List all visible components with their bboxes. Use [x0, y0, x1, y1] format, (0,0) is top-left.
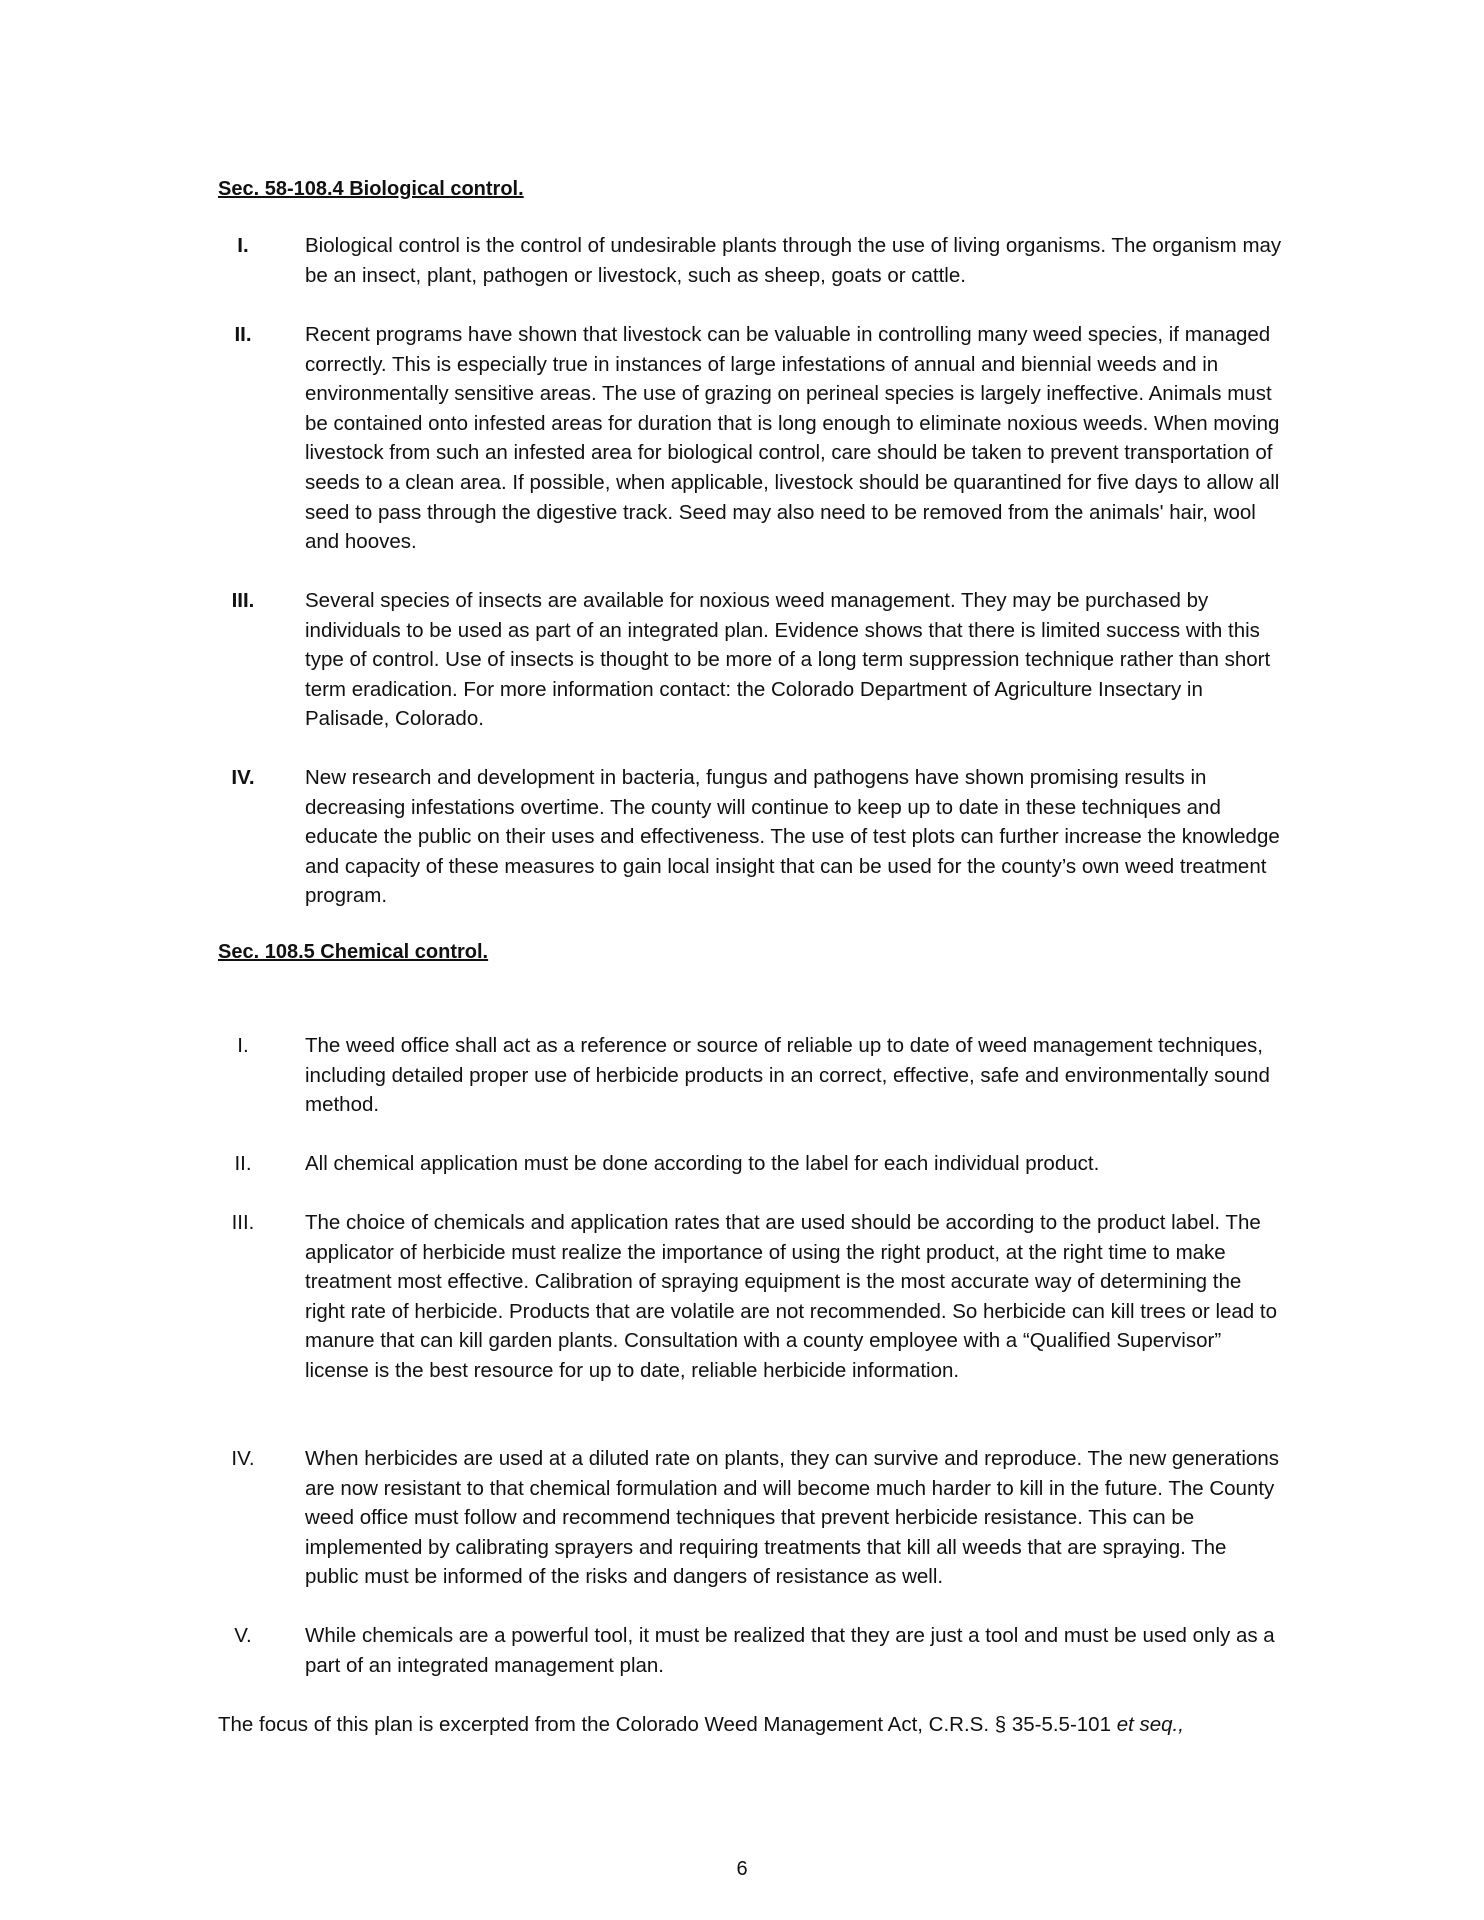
- item-number: IV.: [231, 766, 255, 789]
- section-heading-biological-control: Sec. 58-108.4 Biological control.: [218, 178, 524, 200]
- item-number: III.: [231, 589, 255, 612]
- section-heading-chemical-control: Sec. 108.5 Chemical control.: [218, 941, 489, 963]
- item-number: I.: [237, 234, 249, 257]
- item-text: All chemical application must be done according to the label for each individual product.: [305, 1152, 1100, 1175]
- item-text: The weed office shall act as a reference or source of reliable up to date of weed management techniques, including detailed proper use of herbicide products in an correct, effective, safe and environmentally sound method.: [305, 1034, 1270, 1117]
- closing-italic: et seq.,: [1116, 1713, 1184, 1736]
- item-number: I.: [237, 1034, 249, 1057]
- page-number: 6: [736, 1858, 748, 1880]
- item-text: The choice of chemicals and application rates that are used should be according to the product label. The applicator of herbicide must realize the importance of using the right product, at the right time to make treatment most effective. Calibration of spraying equipment is the most accurate way of determining the right rate of herbicide. Products that are volatile are not recommended. So herbicide can kill trees or lead to manure that can kill garden plants. Consultation with a county employee with a “Qualified Supervisor” license is the best resource for up to date, reliable herbicide information.: [305, 1211, 1277, 1382]
- item-text: New research and development in bacteria, fungus and pathogens have shown promising results in decreasing infestations overtime. The county will continue to keep up to date in these techniques and educate the public on their uses and effectiveness. The use of test plots can further increase the knowledge and capacity of these measures to gain local insight that can be used for the county’s own weed treatment program.: [305, 766, 1280, 908]
- closing-text: The focus of this plan is excerpted from the Colorado Weed Management Act, C.R.S. § 35-5.5-101: [218, 1713, 1117, 1736]
- closing-paragraph: [218, 1710, 1184, 1740]
- item-number: II.: [234, 1152, 252, 1175]
- item-text: When herbicides are used at a diluted rate on plants, they can survive and reproduce. The new generations are now resistant to that chemical formulation and will become much harder to kill in the future. The County weed office must follow and recommend techniques that prevent herbicide resistance. This can be implemented by calibrating sprayers and requiring treatments that kill all weeds that are spraying. The public must be informed of the risks and dangers of resistance as well.: [305, 1447, 1279, 1589]
- item-number: IV.: [231, 1447, 255, 1470]
- item-text: Several species of insects are available for noxious weed management. They may be purchased by individuals to be used as part of an integrated plan. Evidence shows that there is limited success with this type of control. Use of insects is thought to be more of a long term suppression technique rather than short term eradication. For more information contact: the Colorado Department of Agriculture Insectary in Palisade, Colorado.: [305, 589, 1271, 731]
- item-number: V.: [234, 1624, 252, 1647]
- item-number: II.: [234, 323, 252, 346]
- item-text: While chemicals are a powerful tool, it must be realized that they are just a tool and must be used only as a part of an integrated management plan.: [305, 1624, 1275, 1677]
- item-number: III.: [231, 1211, 255, 1234]
- item-text: Recent programs have shown that livestock can be valuable in controlling many weed species, if managed correctly. This is especially true in instances of large infestations of annual and biennial weeds and in environmentally sensitive areas. The use of grazing on perineal species is largely ineffective. Animals must be contained onto infested areas for duration that is long enough to eliminate noxious weeds. When moving livestock from such an infested area for biological control, care should be taken to prevent transportation of seeds to a clean area. If possible, when applicable, livestock should be quarantined for five days to allow all seed to pass through the digestive track. Seed may also need to be removed from the animals' hair, wool and hooves.: [305, 323, 1280, 554]
- item-text: Biological control is the control of undesirable plants through the use of living organisms. The organism may be an insect, plant, pathogen or livestock, such as sheep, goats or cattle.: [305, 234, 1282, 287]
